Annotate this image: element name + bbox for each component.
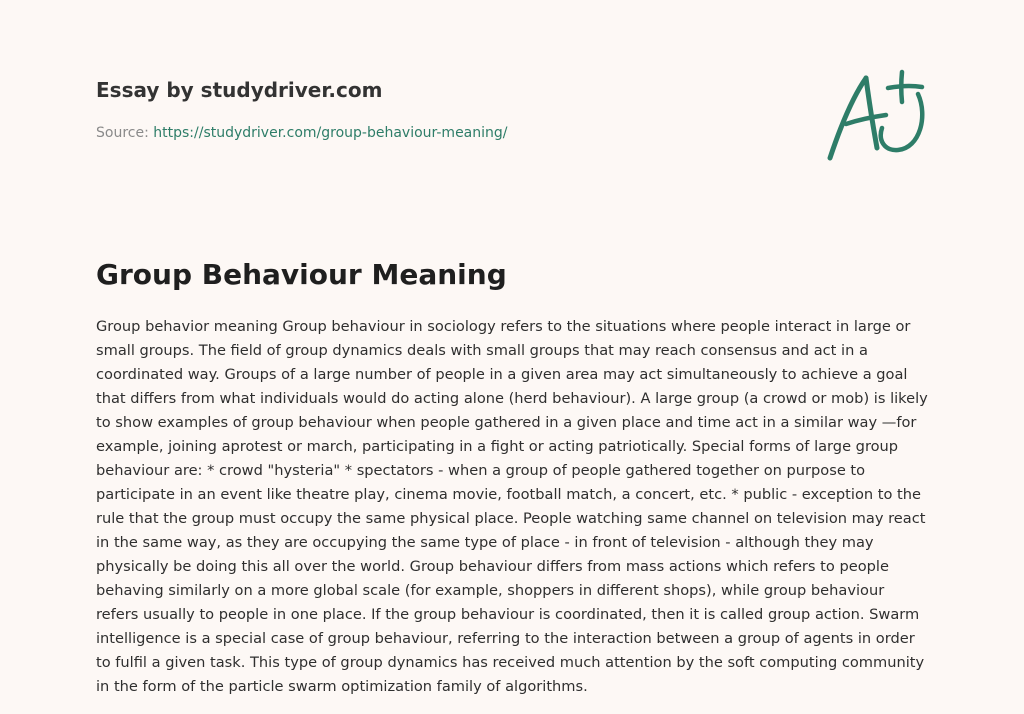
site-header-title: Essay by studydriver.com	[96, 78, 383, 102]
source-link[interactable]: https://studydriver.com/group-behaviour-meaning/	[153, 125, 508, 141]
essay-body: Group behavior meaning Group behaviour in sociology refers to the situations where people interact in large or small groups. The field of group dynamics deals with small groups that may reach consensus and act in a coordinated way. Groups of a large number of people in a given area may act simultaneously to achieve a goal that differs from what individuals would do acting alone (herd behaviour). A large group (a crowd or mob) is likely to show examples of group behaviour when people gathered in a given place and time act in a similar way —for example, joining aprotest or march, participating in a fight or acting patriotically. Special forms of large group behaviour are: * crowd "hysteria" * spectators - when a group of people gathered together on purpose to participate in an event like theatre play, cinema movie, football match, a concert, etc. * public - exception to the rule that the group must occupy the same physical place. People watching same channel on television may react in the same way, as they are occupying the same type of place - in front of television - although they may physically be doing this all over the world. Group behaviour differs from mass actions which refers to people behaving similarly on a more global scale (for example, shoppers in different shops), while group behaviour refers usually to people in one place. If the group behaviour is coordinated, then it is called group action. Swarm intelligence is a special case of group behaviour, referring to the interaction between a group of agents in order to fulfil a given task. This type of group dynamics has received much attention by the soft computing community in the form of the particle swarm optimization family of algorithms.	[96, 318, 928, 695]
source-line	[96, 123, 508, 143]
essay-title: Group Behaviour Meaning	[96, 258, 507, 291]
a-plus-logo-icon	[822, 66, 932, 166]
source-label: Source:	[96, 125, 154, 141]
